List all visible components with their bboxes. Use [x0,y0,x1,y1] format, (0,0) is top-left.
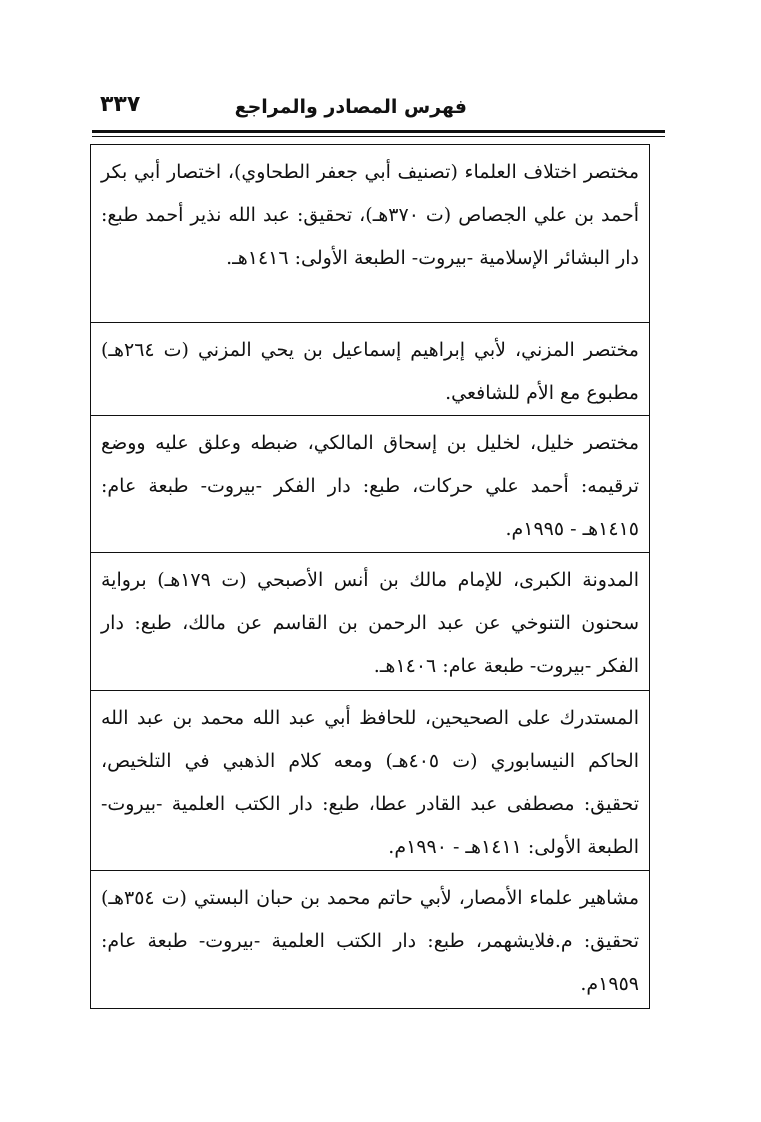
references-table [90,144,650,1009]
reference-entry: مختصر خليل، لخليل بن إسحاق المالكي، ضبطه وعلق عليه ووضع ترقيمه: أحمد علي حركات، طبع: دار الفكر -بيروت- طبعة عام: ١٤١٥هـ - ١٩٩٥م. [91,416,649,553]
reference-entry: مختصر المزني، لأبي إبراهيم إسماعيل بن يحي المزني (ت ٢٦٤هـ) مطبوع مع الأم للشافعي. [91,323,649,416]
page-header [92,92,665,128]
header-rule-thick [92,130,665,133]
reference-entry: المستدرك على الصحيحين، للحافظ أبي عبد الله محمد بن عبد الله الحاكم النيسابوري (ت ٤٠٥هـ) ومعه كلام الذهبي في التلخيص، تحقيق: مصطفى عبد القادر عطا، طبع: دار الكتب العلمية -بيروت- الطبعة الأولى: ١٤١١هـ - ١٩٩٠م. [91,691,649,871]
reference-entry: المدونة الكبرى، للإمام مالك بن أنس الأصبحي (ت ١٧٩هـ) برواية سحنون التنوخي عن عبد الرحمن بن القاسم عن مالك، طبع: دار الفكر -بيروت- طبعة عام: ١٤٠٦هـ. [91,553,649,691]
page-number: ٣٣٧ [100,92,141,117]
header-rule-thin [92,136,665,137]
page-title: فهرس المصادر والمراجع [234,96,467,118]
reference-entry: مشاهير علماء الأمصار، لأبي حاتم محمد بن حبان البستي (ت ٣٥٤هـ) تحقيق: م.فلايشهمر، طبع: دار الكتب العلمية -بيروت- طبعة عام: ١٩٥٩م. [101,887,639,995]
reference-entry: مختصر اختلاف العلماء (تصنيف أبي جعفر الطحاوي)، اختصار أبي بكر أحمد بن علي الجصاص (ت ٣٧٠هـ)، تحقيق: عبد الله نذير أحمد طبع: دار البشائر الإسلامية -بيروت- الطبعة الأولى: ١٤١٦هـ. [91,145,649,323]
